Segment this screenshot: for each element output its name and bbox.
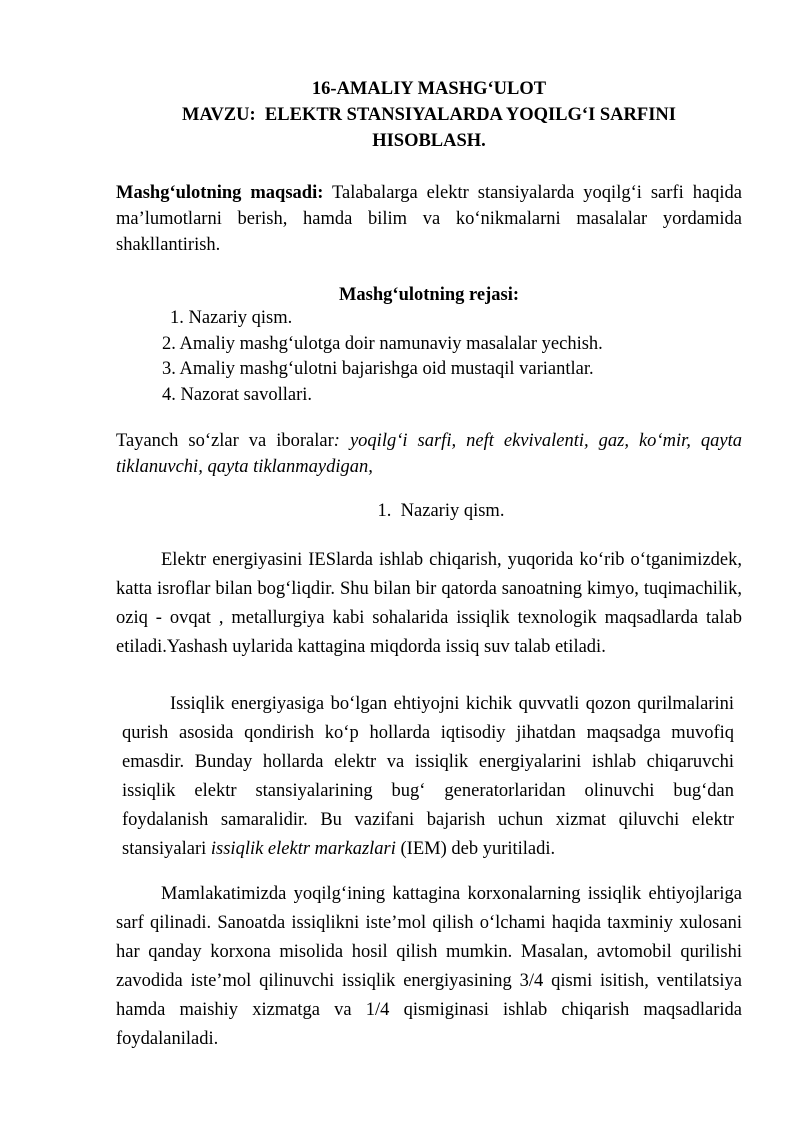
goal-label: Mashg‘ulotning maqsadi:	[116, 183, 324, 203]
topic-line-1: MAVZU: ELEKTR STANSIYALARDA YOQILG‘I SARFINI	[182, 105, 676, 125]
goal-paragraph	[116, 180, 742, 258]
paragraph-2	[122, 690, 734, 864]
topic-line-2: HISOBLASH.	[372, 131, 486, 151]
paragraph-2-text: Issiqlik energiyasiga bo‘lgan ehtiyojni kichik quvvatli qozon qurilmalarini qurish asosida qondirish ko‘p hollarda iqtisodiy jihatdan maqsadga muvofiq emasdir. Bunday hollarda elektr va issiqlik energiyalarini ishlab chiqaruvchi issiqlik elektr stansiyalarining bug‘ generatorlaridan olinuvchi bug‘dan foydalanish samaralidir. Bu vazifani bajarish uchun xizmat qiluvchi elektr stansiyalari	[122, 694, 734, 859]
plan-list	[116, 306, 742, 408]
section-heading: 1. Nazariy qism.	[377, 501, 505, 521]
goal-text: Talabalarga elektr stansiyalarda yoqilg‘i sarfi haqida ma’lumotlarni berish, hamda bilim va ko‘nikmalarni masalalar yordamida shakllantirish.	[116, 183, 743, 255]
keywords-label: Tayanch so‘zlar va iboralar	[116, 431, 334, 451]
page-title: 16-AMALIY MASHG‘ULOT	[311, 79, 547, 99]
plan-item-4: 4. Nazorat savollari.	[162, 384, 312, 405]
paragraph-3: Mamlakatimizda yoqilg‘ining kattagina korxonalarning issiqlik ehtiyojlariga sarf qilinadi. Sanoatda issiqlikni iste’mol qilish o‘lchami haqida taxminiy xulosani har qanday korxona misolida hosil qilish mumkin. Masalan, avtomobil qurilishi zavodida iste’mol qilinuvchi issiqlik energiyasining 3/4 qismi isitish, ventilatsiya hamda maishiy xizmatga va 1/4 qismiginasi ishlab chiqarish maqsadlarida foydalaniladi.	[116, 884, 742, 1049]
plan-item-3: 3. Amaliy mashg‘ulotni bajarishga oid mustaqil variantlar.	[162, 359, 594, 379]
paragraph-2-term: issiqlik elektr markazlari	[210, 839, 396, 859]
plan-heading: Mashg‘ulotning rejasi:	[338, 285, 520, 305]
paragraph-2-tail: (IEM) deb yuritiladi.	[395, 839, 556, 859]
plan-item-2: 2. Amaliy mashg‘ulotga doir namunaviy masalalar yechish.	[162, 333, 603, 354]
plan-item-1: 1. Nazariy qism.	[170, 308, 293, 328]
keywords-text: : yoqilg‘i sarfi, neft ekvivalenti, gaz, ko‘mir, qayta tiklanuvchi, qayta tiklanmaydigan,	[116, 431, 742, 477]
paragraph-1: Elektr energiyasini IESlarda ishlab chiqarish, yuqorida ko‘rib o‘tganimizdek, katta isroflar bilan bog‘liqdir. Shu bilan bir qatorda sanoatning kimyo, tuqimachilik, oziq - ovqat , metallurgiya kabi sohalarida issiqlik texnologik maqsadlarda talab etiladi.Yashash uylarida kattagina miqdorda issiq suv talab etiladi.	[116, 550, 742, 657]
document-header	[116, 76, 742, 154]
keywords-paragraph	[116, 428, 742, 480]
